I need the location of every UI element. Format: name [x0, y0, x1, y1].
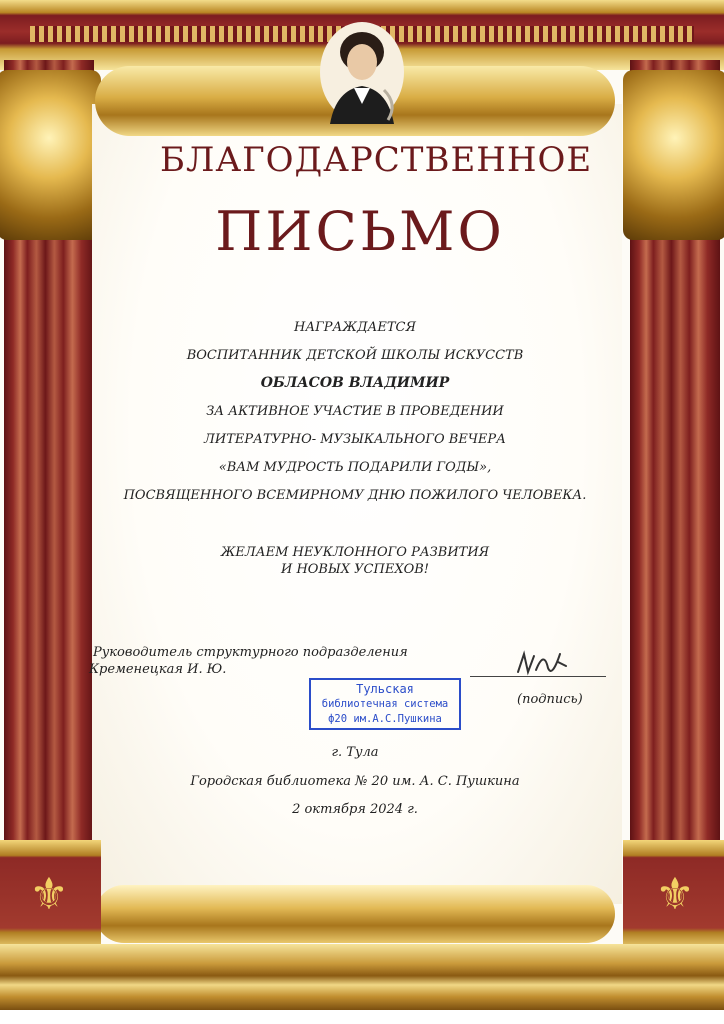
- bottom-scroll: [95, 885, 615, 943]
- library-stamp: [309, 678, 461, 730]
- wish-line-1: ЖЕЛАЕМ НЕУКЛОННОГО РАЗВИТИЯ: [220, 545, 490, 560]
- bottom-plinth: [0, 944, 724, 1010]
- stamp-line-2: библиотечная система: [321, 698, 449, 710]
- library-name: Городская библиотека № 20 им. А. С. Пушкина: [190, 774, 520, 789]
- left-capital-ornament: [0, 70, 101, 240]
- bottom-margin: [0, 1010, 724, 1024]
- left-column-base: [0, 840, 101, 950]
- event-title: «ВАМ МУДРОСТЬ ПОДАРИЛИ ГОДЫ»,: [218, 460, 492, 475]
- signatory-name: Кременецкая И. Ю.: [89, 662, 227, 677]
- recipient-name: ОБЛАСОВ ВЛАДИМИР: [260, 375, 450, 391]
- reason-line: ЗА АКТИВНОЕ УЧАСТИЕ В ПРОВЕДЕНИИ: [206, 404, 504, 419]
- issue-date: 2 октября 2024 г.: [292, 802, 418, 817]
- title-line-2: ПИСЬМО: [215, 200, 505, 263]
- pushkin-portrait: [318, 20, 406, 124]
- dedication-line: ПОСВЯЩЕННОГО ВСЕМИРНОМУ ДНЮ ПОЖИЛОГО ЧЕЛОВЕКА.: [123, 488, 587, 503]
- wish-line-2: И НОВЫХ УСПЕХОВ!: [280, 562, 430, 577]
- signature-caption: (подпись): [517, 692, 583, 707]
- fleur-de-lis-icon: ⚜: [29, 869, 69, 920]
- signatory-position: Руководитель структурного подразделения: [93, 645, 408, 660]
- right-capital-ornament: [623, 70, 724, 240]
- stamp-line-1: Тульская: [356, 682, 414, 696]
- award-line: НАГРАЖДАЕТСЯ: [293, 320, 416, 335]
- title-line-1: БЛАГОДАРСТВЕННОЕ: [160, 140, 593, 180]
- recipient-description: ВОСПИТАННИК ДЕТСКОЙ ШКОЛЫ ИСКУССТВ: [186, 348, 524, 363]
- fleur-de-lis-icon: ⚜: [655, 869, 695, 920]
- signature-line: [470, 676, 606, 677]
- city: г. Тула: [331, 745, 379, 760]
- right-column-base: [623, 840, 724, 950]
- stamp-line-3: ф20 им.А.С.Пушкина: [328, 713, 442, 725]
- event-line: ЛИТЕРАТУРНО- МУЗЫКАЛЬНОГО ВЕЧЕРА: [204, 432, 506, 447]
